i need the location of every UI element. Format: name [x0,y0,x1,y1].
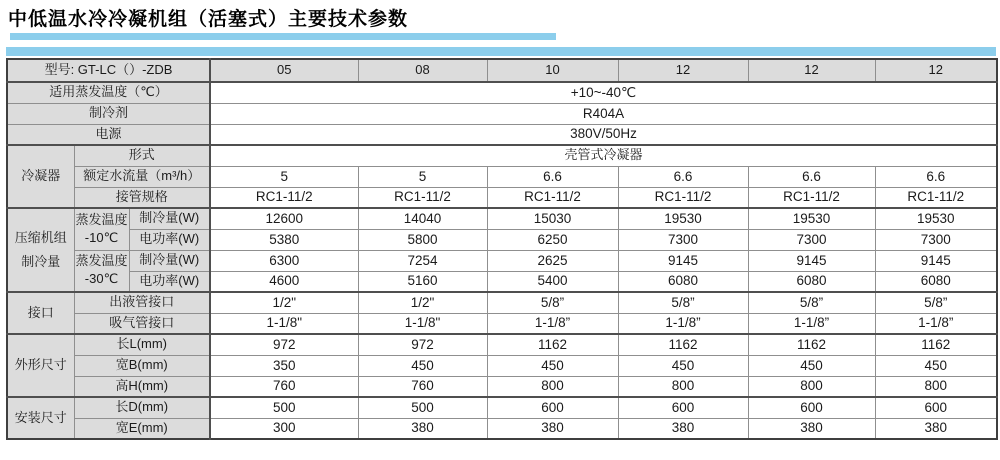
evap-label-line: -30℃ [84,271,119,287]
row-power-supply [7,124,997,145]
value-cell: 760 [210,376,358,397]
cell-evap-minus30-label [75,254,129,287]
value-cell: 9145 [875,250,997,271]
value-cell: 5/8” [618,292,748,313]
value-cell: 6300 [210,250,358,271]
value-cell: 450 [358,355,487,376]
row-label: 吸气管接口 [74,313,210,334]
value-cell: 5380 [210,229,358,250]
row-input-power-minus30 [7,271,997,292]
value-cell: 6080 [618,271,748,292]
evap-label-line: -10℃ [84,229,119,245]
value-cell: 1-1/8” [875,313,997,334]
group-label-line: 压缩机组 [14,229,67,245]
row-label: 长D(mm) [74,397,210,418]
value-cell: RC1-11/2 [875,187,997,208]
row-model [7,59,997,82]
value-cell: 7254 [358,250,487,271]
value-cell: 7300 [875,229,997,250]
row-length-d [7,397,997,418]
value-cell: 500 [210,397,358,418]
row-length-l [7,334,997,355]
value-cell: 380 [618,418,748,439]
cell-evap-minus30 [74,250,129,292]
value-cell: 1/2" [358,292,487,313]
value-cell: 12600 [210,208,358,229]
value-cell: 500 [358,397,487,418]
value-cell: 380 [358,418,487,439]
value-cell: 6080 [875,271,997,292]
row-label: 电源 [7,124,210,145]
value-cell: 450 [487,355,618,376]
value-cell: 300 [210,418,358,439]
value-cell: RC1-11/2 [618,187,748,208]
row-liquid-pipe-port [7,292,997,313]
value-cell: 4600 [210,271,358,292]
value-cell: 972 [210,334,358,355]
model-cell: 12 [618,59,748,82]
value-cell: 14040 [358,208,487,229]
row-rated-water-flow [7,166,997,187]
row-label: 制冷剂 [7,103,210,124]
value-cell: 600 [875,397,997,418]
value-cell: 600 [487,397,618,418]
value-cell: 1162 [487,334,618,355]
row-label: 高H(mm) [74,376,210,397]
value-cell: RC1-11/2 [487,187,618,208]
value-cell: 450 [618,355,748,376]
model-cell: 08 [358,59,487,82]
value-cell: 19530 [748,208,875,229]
group-compressor-capacity [7,208,74,292]
value-cell: +10~-40℃ [210,82,997,103]
value-cell: 7300 [618,229,748,250]
value-cell: 350 [210,355,358,376]
value-cell: 1162 [618,334,748,355]
model-cell: 10 [487,59,618,82]
cell-evap-minus10-label [75,213,129,246]
row-label: 制冷量(W) [129,250,210,271]
row-label: 额定水流量（m³/h） [74,166,210,187]
cell-evap-minus10 [74,208,129,250]
row-suction-pipe-port [7,313,997,334]
page-title: 中低温水冷冷凝机组（活塞式）主要技术参数 [8,9,409,30]
value-cell: 6.6 [618,166,748,187]
row-condenser-form [7,145,997,166]
value-cell: 5400 [487,271,618,292]
row-label: 接管规格 [74,187,210,208]
value-cell: RC1-11/2 [210,187,358,208]
row-label: 电功率(W) [129,229,210,250]
value-cell: 760 [358,376,487,397]
value-cell: 15030 [487,208,618,229]
value-cell: 19530 [618,208,748,229]
value-cell: 1-1/8” [748,313,875,334]
value-cell: 380 [748,418,875,439]
spec-table [6,58,998,440]
value-cell: 5 [210,166,358,187]
value-cell: 380V/50Hz [210,124,997,145]
row-pipe-spec [7,187,997,208]
value-cell: 6080 [748,271,875,292]
row-height-h [7,376,997,397]
value-cell: 450 [875,355,997,376]
value-cell: 7300 [748,229,875,250]
value-cell: 5 [358,166,487,187]
row-width-e [7,418,997,439]
row-label: 电功率(W) [129,271,210,292]
value-cell: RC1-11/2 [748,187,875,208]
model-cell: 12 [748,59,875,82]
value-cell: 600 [618,397,748,418]
group-label-line: 制冷量 [21,253,61,269]
model-cell: 12 [875,59,997,82]
group-compressor-capacity-label [8,231,74,270]
value-cell: 1-1/8” [487,313,618,334]
value-cell: 450 [748,355,875,376]
model-label-cell: 型号: GT-LC（）-ZDB [7,59,210,82]
value-cell: 6.6 [487,166,618,187]
row-label: 形式 [74,145,210,166]
row-input-power-minus10 [7,229,997,250]
value-cell: 19530 [875,208,997,229]
value-cell: 5/8” [748,292,875,313]
value-cell: 800 [618,376,748,397]
value-cell: 2625 [487,250,618,271]
value-cell: 1/2" [210,292,358,313]
group-outline-dimensions: 外形尺寸 [7,334,74,397]
value-cell: R404A [210,103,997,124]
value-cell: 800 [748,376,875,397]
value-cell: 972 [358,334,487,355]
value-cell: RC1-11/2 [358,187,487,208]
value-cell: 800 [487,376,618,397]
value-cell: 5/8” [875,292,997,313]
value-cell: 5800 [358,229,487,250]
value-cell: 6250 [487,229,618,250]
evap-label-line: 蒸发温度 [75,211,128,227]
row-label: 长L(mm) [74,334,210,355]
group-ports: 接口 [7,292,74,334]
value-cell: 1-1/8" [210,313,358,334]
value-cell: 9145 [748,250,875,271]
row-label: 适用蒸发温度（℃） [7,82,210,103]
group-condenser: 冷凝器 [7,145,74,208]
value-cell: 壳管式冷凝器 [210,145,997,166]
value-cell: 5/8” [487,292,618,313]
value-cell: 9145 [618,250,748,271]
evap-label-line: 蒸发温度 [75,253,128,269]
row-label: 制冷量(W) [129,208,210,229]
value-cell: 6.6 [875,166,997,187]
value-cell: 6.6 [748,166,875,187]
row-label: 宽B(mm) [74,355,210,376]
value-cell: 600 [748,397,875,418]
row-label: 宽E(mm) [74,418,210,439]
value-cell: 1162 [875,334,997,355]
value-cell: 1162 [748,334,875,355]
row-width-b [7,355,997,376]
value-cell: 1-1/8” [618,313,748,334]
row-cooling-capacity-minus10 [7,208,997,229]
value-cell: 380 [875,418,997,439]
value-cell: 1-1/8" [358,313,487,334]
model-cell: 05 [210,59,358,82]
row-label: 出液管接口 [74,292,210,313]
value-cell: 380 [487,418,618,439]
row-evap-temp-range [7,82,997,103]
table-top-accent-bar [6,47,996,56]
row-cooling-capacity-minus30 [7,250,997,271]
group-install-dimensions: 安装尺寸 [7,397,74,439]
row-refrigerant [7,103,997,124]
value-cell: 5160 [358,271,487,292]
value-cell: 800 [875,376,997,397]
title-underline-bar [10,33,556,40]
